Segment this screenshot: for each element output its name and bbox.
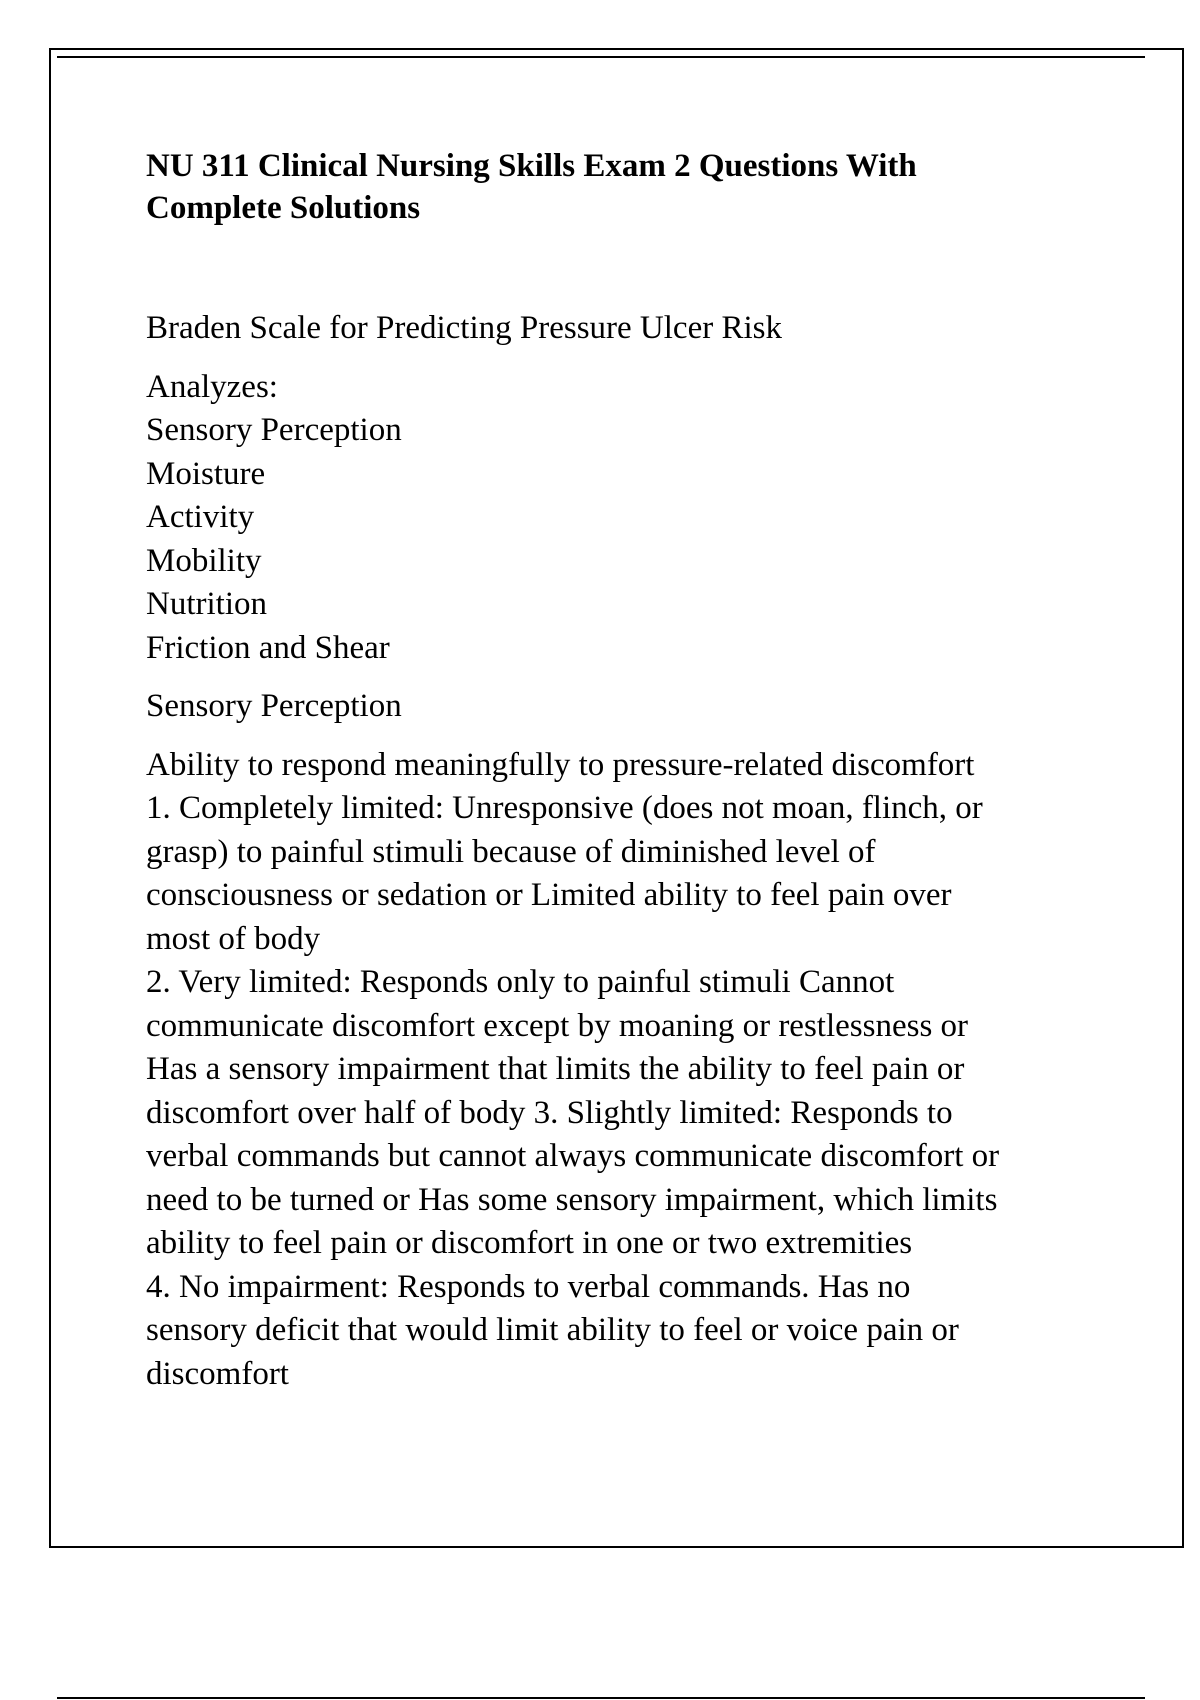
analyzes-list [146, 366, 1096, 671]
analyzes-item: Moisture [146, 455, 266, 492]
description-line: 2. Very limited: Responds only to painful stimuli Cannot [146, 964, 895, 1000]
description-line: consciousness or sedation or Limited ability to feel pain over [146, 877, 952, 913]
description-line: need to be turned or Has some sensory impairment, which limits [146, 1181, 998, 1218]
description-line: ability to feel pain or discomfort in one or two extremities [146, 1225, 913, 1261]
bottom-rule [57, 1697, 1145, 1699]
top-rule [57, 56, 1145, 58]
analyzes-item: Mobility [146, 542, 262, 579]
document-title [146, 145, 1096, 229]
description-line: 4. No impairment: Responds to verbal commands. Has no [146, 1268, 911, 1305]
description-line: discomfort [146, 1355, 289, 1392]
analyzes-label: Analyzes: [146, 368, 278, 405]
braden-scale-heading: Braden Scale for Predicting Pressure Ulcer Risk [146, 310, 782, 346]
analyzes-item: Sensory Perception [146, 412, 402, 448]
description-line: Has a sensory impairment that limits the ability to feel pain or [146, 1051, 965, 1087]
title-line: Complete Solutions [146, 190, 421, 226]
sensory-perception-description [146, 744, 1096, 1397]
description-line: 1. Completely limited: Unresponsive (does not moan, flinch, or [146, 790, 983, 826]
description-line: Ability to respond meaningfully to pressure-related discomfort [146, 746, 975, 783]
description-line: sensory deficit that would limit ability to feel or voice pain or [146, 1312, 959, 1348]
description-line: discomfort over half of body 3. Slightly limited: Responds to [146, 1094, 953, 1131]
sensory-perception-heading: Sensory Perception [146, 688, 402, 724]
description-line: grasp) to painful stimuli because of diminished level of [146, 833, 876, 870]
analyzes-item: Nutrition [146, 586, 267, 622]
analyzes-item: Friction and Shear [146, 629, 390, 666]
description-line: most of body [146, 920, 321, 957]
title-line: NU 311 Clinical Nursing Skills Exam 2 Questions With [146, 148, 917, 184]
document-content [146, 145, 1096, 1396]
description-line: verbal commands but cannot always communicate discomfort or [146, 1138, 1000, 1174]
description-line: communicate discomfort except by moaning or restlessness or [146, 1007, 969, 1044]
analyzes-item: Activity [146, 499, 255, 535]
